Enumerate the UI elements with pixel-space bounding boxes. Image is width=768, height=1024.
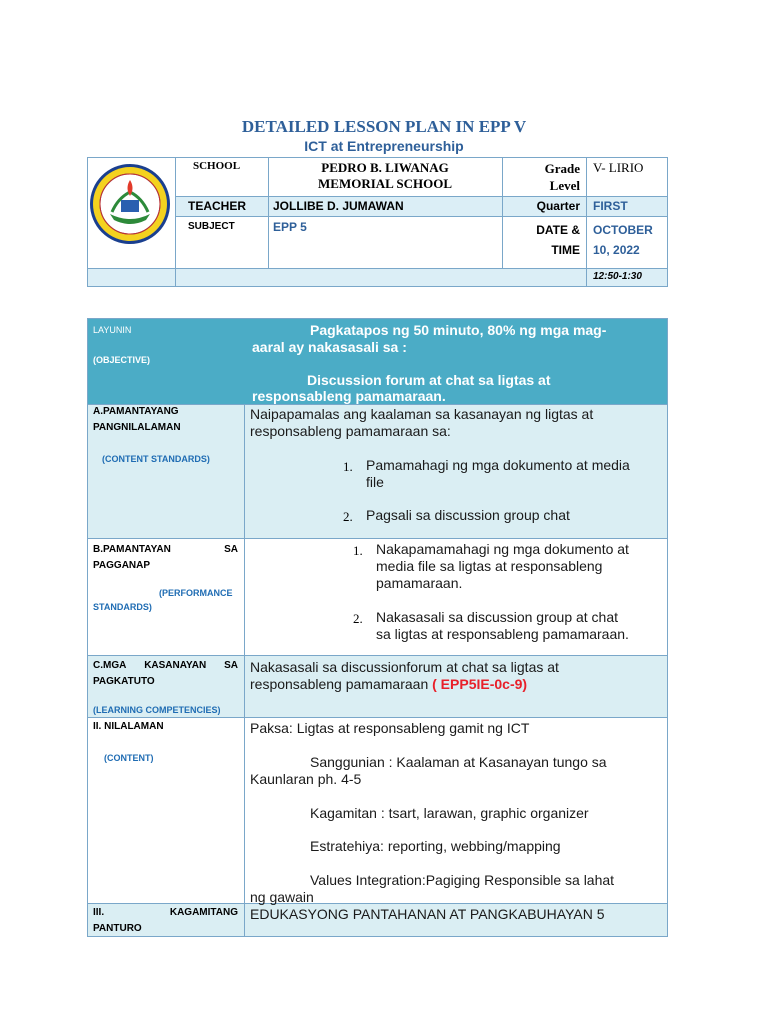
cs-item1-number: 1. [343,459,353,474]
cs-item1-text: Pamamahagi ng mga dokumento at media file [366,457,630,490]
competencies-label-en: (LEARNING COMPETENCIES) [93,705,221,715]
content-standards-label: A.PAMANTAYANG PANGNILALAMAN [93,406,181,433]
school-seal-logo [88,162,172,246]
document-title: DETAILED LESSON PLAN IN EPP V [241,117,527,136]
subject-value: EPP 5 [273,220,307,234]
objective-label-en: (OBJECTIVE) [93,355,151,365]
time-value: 12:50-1:30 [593,271,642,282]
cs-item2-text: Pagsali sa discussion group chat [366,507,570,523]
school-label: SCHOOL [193,160,241,172]
teacher-value: JOLLIBE D. JUMAWAN [273,199,404,213]
ps-item1-text: Nakapamamahagi ng mga dokumento at media file sa ligtas at responsableng pamamaraan. [376,541,629,591]
school-value: PEDRO B. LIWANAG MEMORIAL SCHOOL [318,160,452,191]
date-time-label: DATE & TIME [536,223,580,257]
quarter-label: Quarter [536,199,580,213]
ps-item2-text: Nakasasali sa discussion group at chat sa ligtas at responsableng pamamaraan. [376,609,629,642]
content-reference: Sanggunian : Kaalaman at Kasanayan tungo sa Kaunlaran ph. 4-5 [250,754,607,787]
objective-line1: Pagkatapos ng 50 minuto, 80% ng mga mag- [310,322,607,338]
performance-standards-label-en-1: (PERFORMANCE [159,588,233,598]
objective-line3: Discussion forum at chat sa ligtas at [307,372,551,388]
instructional-value: EDUKASYONG PANTAHANAN AT PANGKABUHAYAN 5 [250,906,605,922]
competencies-label: C.MGA KASANAYAN SA PAGKATUTO [93,660,238,687]
teacher-label: TEACHER [188,199,247,213]
competency-code: ( EPP5IE-0c-9) [432,676,528,692]
cs-item2-number: 2. [343,509,353,524]
competencies-text: Nakasasali sa discussionforum at chat sa ligtas at responsableng pamamaraan ( EPP5IE-0c-9) [250,659,559,692]
content-standards-intro: Naipapamalas ang kaalaman sa kasanayan ng ligtas at responsableng pamamaraan sa: [250,406,594,439]
objective-line2: aaral ay nakasasali sa : [252,339,407,355]
ps-item2-number: 2. [353,611,363,626]
quarter-value: FIRST [593,199,628,213]
performance-standards-label-en-2: STANDARDS) [93,602,152,612]
content-topic: Paksa: Ligtas at responsableng gamit ng ICT [250,720,530,736]
content-values: Values Integration:Pagiging Responsible sa lahat ng gawain [250,872,615,905]
objective-label: LAYUNIN [93,325,132,335]
content-strategy: Estratehiya: reporting, webbing/mapping [310,838,561,854]
document-subtitle: ICT at Entrepreneurship [304,138,464,154]
grade-level-label: Grade Level [544,161,580,193]
grade-level-value: V- LIRIO [593,160,644,175]
content-standards-label-en: (CONTENT STANDARDS) [102,454,210,464]
content-label-en: (CONTENT) [104,753,154,763]
date-value: OCTOBER 10, 2022 [593,223,653,257]
content-label: II. NILALAMAN [93,721,164,732]
content-materials: Kagamitan : tsart, larawan, graphic organizer [310,805,589,821]
objective-line4: responsableng pamamaraan. [252,388,446,404]
instructional-label: III. KAGAMITANG PANTURO [93,907,238,934]
ps-item1-number: 1. [353,543,363,558]
subject-label: SUBJECT [188,221,235,232]
performance-standards-label: B.PAMANTAYAN SA PAGGANAP [93,544,238,571]
